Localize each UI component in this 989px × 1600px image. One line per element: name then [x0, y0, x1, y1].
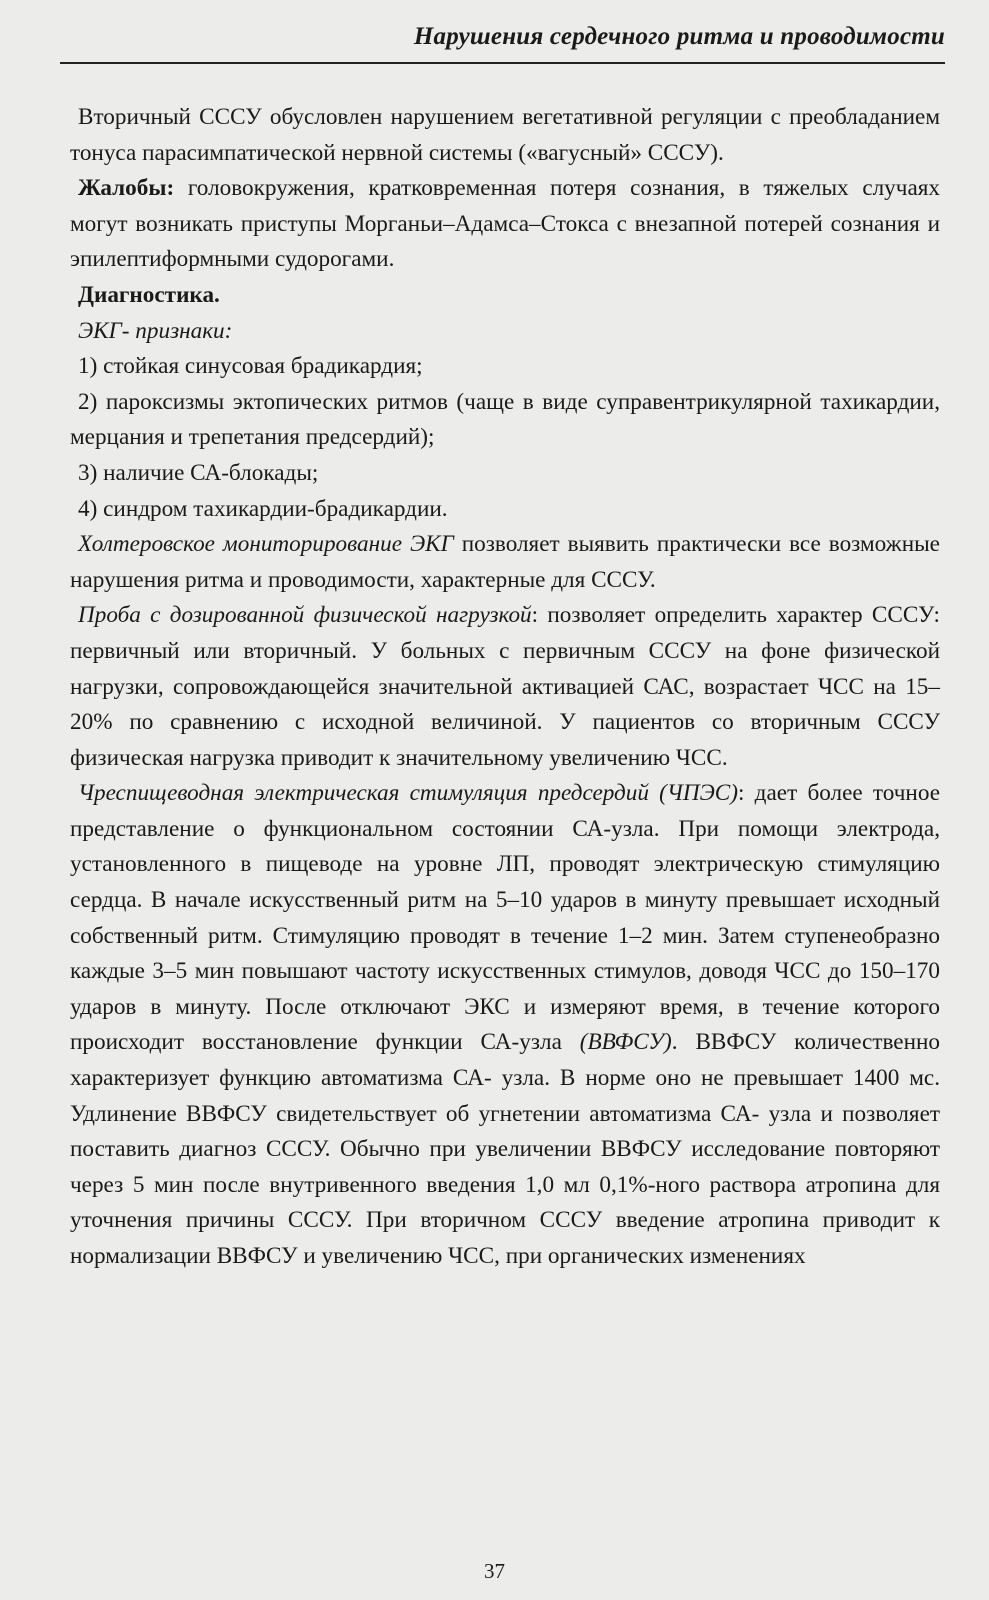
tees-label: Чреспищеводная электрическая стимуляция предсердий (ЧПЭС) — [78, 780, 738, 807]
tees-text-2: . ВВФСУ количественно характеризует функцию автоматизма СА- узла. В норме оно не превышает 1400 мс. Удлинение ВВФСУ свидетельствует об угнетении автоматизма СА- узла и позволяет поставить диагноз СССУ. Обычно при увеличении ВВФСУ исследование повторяют через 5 мин после внутривенного введения 1,0 мл 0,1%-ного раствора атропина для уточнения причины СССУ. При вторичном СССУ введение атропина приводит к нормализации ВВФСУ и увеличению ЧСС, при органических изменениях — [70, 1029, 940, 1269]
ecg-item: 2) пароксизмы эктопических ритмов (чаще в виде суправентрикулярной тахикардии, мерцания и трепетания предсердий); — [70, 388, 940, 451]
ecg-item: 3) наличие СА-блокады; — [78, 459, 319, 486]
holter-label: Холтеровское мониторирование ЭКГ — [78, 531, 454, 558]
ecg-signs-heading: ЭКГ- признаки: — [78, 317, 233, 344]
stress-test-label: Проба с дозированной физической нагрузкой — [78, 602, 532, 629]
stress-test-text: : позволяет определить характер СССУ: первичный или вторичный. У больных с первичным СССУ на фоне физической нагрузки, сопровождающейся значительной активацией САС, возрастает ЧСС на 15– 20% по сравнению с исходной величиной. У пациентов со вторичным СССУ физическая нагрузка приводит к значительному увеличению ЧСС. — [70, 602, 941, 771]
ecg-item: 1) стойкая синусовая брадикардия; — [78, 353, 423, 380]
holter-text: позволяет выявить практически все возможные нарушения ритма и проводимости, характерные для СССУ. — [70, 531, 940, 593]
paragraph-secondary-sssu: Вторичный СССУ обусловлен нарушением вегетативной регуляции с преобладанием тонуса парасимпатической нервной системы («вагусный» СССУ). — [70, 104, 940, 166]
ecg-item: 4) синдром тахикардии-брадикардии. — [78, 495, 448, 522]
complaints-label: Жалобы: — [78, 175, 175, 202]
complaints-text: головокружения, кратковременная потеря сознания, в тяжелых случаях могут возникать приступы Морганьи–Адамса–Стокса с внезапной потерей сознания и эпилептиформными судорогами. — [70, 175, 940, 273]
paragraph-holter — [70, 527, 940, 598]
running-title: Нарушения сердечного ритма и проводимости — [413, 23, 945, 50]
paragraph-complaints — [70, 171, 940, 278]
page-body — [70, 100, 940, 1275]
tees-abbreviation: (ВВФСУ) — [579, 1029, 672, 1056]
header-rule — [60, 62, 945, 64]
page-number: 37 — [484, 1559, 505, 1583]
paragraph-tees — [70, 776, 940, 1274]
paragraph-stress-test — [70, 598, 940, 776]
diagnostics-heading: Диагностика. — [78, 281, 220, 308]
tees-text-1: : дает более точное представление о функциональном состоянии СА-узла. При помощи электрода, установленного в пищеводе на уровне ЛП, проводят электрическую стимуляцию сердца. В начале искусственный ритм на 5–10 ударов в минуту превышает исходный собственный ритм. Стимуляцию проводят в течение 1–2 мин. Затем ступенеобразно каждые 3–5 мин повышают частоту искусственных стимулов, доводя ЧСС до 150–170 ударов в минуту. После отключают ЭКС и измеряют время, в течение которого происходит восстановление функции СА-узла — [70, 780, 940, 1056]
